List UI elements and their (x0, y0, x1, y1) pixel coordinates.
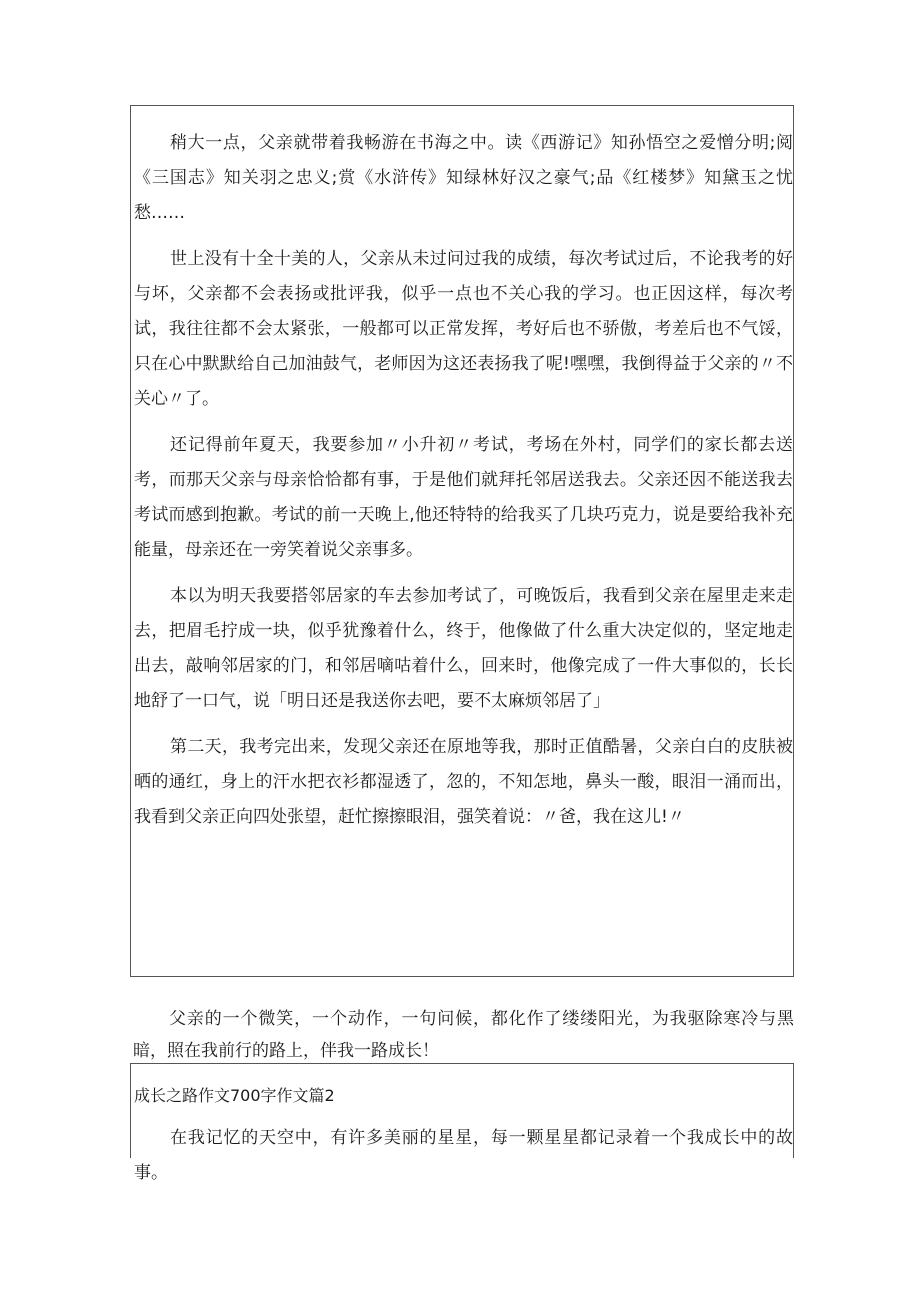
closing-paragraph: 父亲的一个微笑，一个动作，一句问候，都化作了缕缕阳光，为我驱除寒冷与黑暗，照在我前行的路上，伴我一路成长！ (133, 1009, 794, 1061)
essay-heading: 成长之路作文700字作文篇2 (134, 1086, 335, 1105)
paragraph: 稍大一点，父亲就带着我畅游在书海之中。读《西游记》知孙悟空之爱憎分明;阅《三国志》知关羽之忠义;赏《水浒传》知绿林好汉之豪气;品《红楼梦》知黛玉之忧愁…… (134, 133, 793, 223)
paragraph: 在我记忆的天空中，有许多美丽的星星，每一颗星星都记录着一个我成长中的故事。 (134, 1128, 793, 1183)
paragraph: 还记得前年夏天，我要参加〃小升初〃考试，考场在外村，同学们的家长都去送考，而那天父亲与母亲恰恰都有事，于是他们就拜托邻居送我去。父亲还因不能送我去考试而感到抱歉。考试的前一天晚上,他还特特的给我买了几块巧克力，说是要给我补充能量，母亲还在一旁笑着说父亲事多。 (134, 435, 793, 560)
essay-block-2 (130, 1063, 794, 1183)
essay-block-1 (130, 105, 794, 977)
paragraph: 本以为明天我要搭邻居家的车去参加考试了，可晚饭后，我看到父亲在屋里走来走去，把眉毛拧成一块，似乎犹豫着什么，终于，他像做了什么重大决定似的，坚定地走出去，敲响邻居家的门，和邻居嘀咕着什么，回来时，他像完成了一件大事似的，长长地舒了一口气，说「明日还是我送你去吧，要不太麻烦邻居了」 (134, 586, 793, 711)
paragraph: 第二天，我考完出来，发现父亲还在原地等我，那时正值酷暑，父亲白白的皮肤被晒的通红，身上的汗水把衣衫都湿透了，忽的，不知怎地，鼻头一酸，眼泪一涌而出，我看到父亲正向四处张望，赶忙擦擦眼泪，强笑着说：〃爸，我在这儿!〃 (134, 737, 793, 827)
paragraph: 世上没有十全十美的人，父亲从未过问过我的成绩，每次考试过后，不论我考的好与坏，父亲都不会表扬或批评我，似乎一点也不关心我的学习。也正因这样，每次考试，我往往都不会太紧张，一般都可以正常发挥，考好后也不骄傲，考差后也不气馁，只在心中默默给自己加油鼓气，老师因为这还表扬我了呢!嘿嘿，我倒得益于父亲的〃不关心〃了。 (134, 249, 793, 409)
